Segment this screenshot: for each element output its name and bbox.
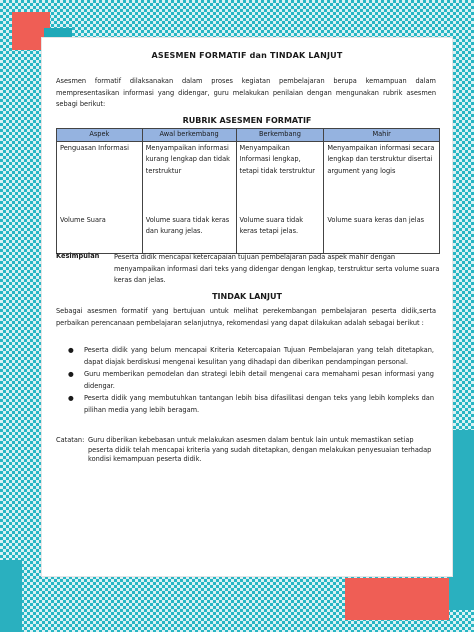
table-cell: Menyampaikan Informasi lengkap, tetapi tidak terstruktur <box>236 141 324 215</box>
intro-paragraph: Asesmen formatif dilaksanakan dalam proses kegiatan pembelajaran berupa kemampuan dalam mempresentasikan informasi yang didengar, guru melakukan penilaian dengan mengunakan rubrik asesmen sebagi berikut: <box>56 77 436 108</box>
document-page <box>42 38 452 576</box>
table-cell: Volume suara tidak keras dan kurang jelas. <box>142 215 236 254</box>
list-item-text: Peserta didik yang belum mencapai Kriteria Ketercapaian Tujuan Pembelajaran yang telah ditetapkan, dapat diajak berdiskusi mengenai kesulitan yang dihadapi dan diberikan pendampingan personal. <box>84 346 434 366</box>
tindak-lanjut-title: TINDAK LANJUT <box>212 292 282 301</box>
recommendation-list <box>56 344 434 416</box>
list-item <box>56 344 434 368</box>
catatan-label: Catatan: <box>56 436 85 444</box>
rubric-title: RUBRIK ASESMEN FORMATIF <box>182 116 312 125</box>
table-row <box>57 141 440 215</box>
table-cell: Volume suara keras dan jelas <box>324 215 440 254</box>
bullet-icon: ● <box>68 370 74 378</box>
table-cell: Penguasan Informasi <box>57 141 143 215</box>
bullet-icon: ● <box>68 394 74 402</box>
tindak-lanjut-intro: Sebagai asesmen formatif yang bertujuan untuk melihat perekembangan pembelajaran peserta didik,serta perbaikan perencanaan pembelajaran selanjutnya, rekomendasi yang dapat dilakukan adalah sebagai berikut : <box>56 307 436 327</box>
header-awal-berkembang: Awal berkembang <box>142 129 236 142</box>
rubric-header-row <box>57 129 440 142</box>
document-title: ASESMEN FORMATIF dan TINDAK LANJUT <box>151 51 343 60</box>
header-berkembang: Berkembang <box>236 129 324 142</box>
table-cell: Volume Suara <box>57 215 143 254</box>
decorative-teal-bar-right <box>449 430 474 610</box>
kesimpulan-text: Peserta didik mencapai ketercapaian tujuan pembelajaran pada aspek mahir dengan menyampaikan informasi dari teks yang didengar dengan lengkap, terstruktur serta volume suara keras dan jelas. <box>114 253 440 284</box>
list-item <box>56 368 434 392</box>
header-mahir: Mahir <box>324 129 440 142</box>
table-cell: Menyampaikan informasi secara lengkap dan terstruktur disertai argument yang logis <box>324 141 440 215</box>
kesimpulan-label: Kesimpulan <box>56 252 100 260</box>
list-item-text: Peserta didik yang membutuhkan tantangan lebih bisa difasilitasi dengan teks yang lebih kompleks dan pilihan media yang lebih beragam. <box>84 394 434 414</box>
catatan-text: Guru diberikan kebebasan untuk melakukan asesmen dalam bentuk lain untuk memastikan setiap peserta didik telah mencapai kriteria yang sudah ditetapkan, dengan melakukan penyesuaian terhadap kondisi kemampuan peserta didik. <box>88 436 432 463</box>
header-aspek: Aspek <box>57 129 143 142</box>
table-cell: Menyampaikan informasi kurang lengkap dan tidak terstruktur <box>142 141 236 215</box>
list-item-text: Guru memberikan pemodelan dan strategi lebih detail mengenai cara memahami pesan informasi yang didengar. <box>84 370 434 390</box>
list-item <box>56 392 434 416</box>
table-row <box>57 215 440 254</box>
decorative-red-rectangle <box>345 578 449 620</box>
rubric-table <box>56 128 440 254</box>
table-cell: Volume suara tidak keras tetapi jelas. <box>236 215 324 254</box>
decorative-teal-bar-left <box>0 560 22 632</box>
catatan-note <box>56 436 436 465</box>
bullet-icon: ● <box>68 346 74 354</box>
